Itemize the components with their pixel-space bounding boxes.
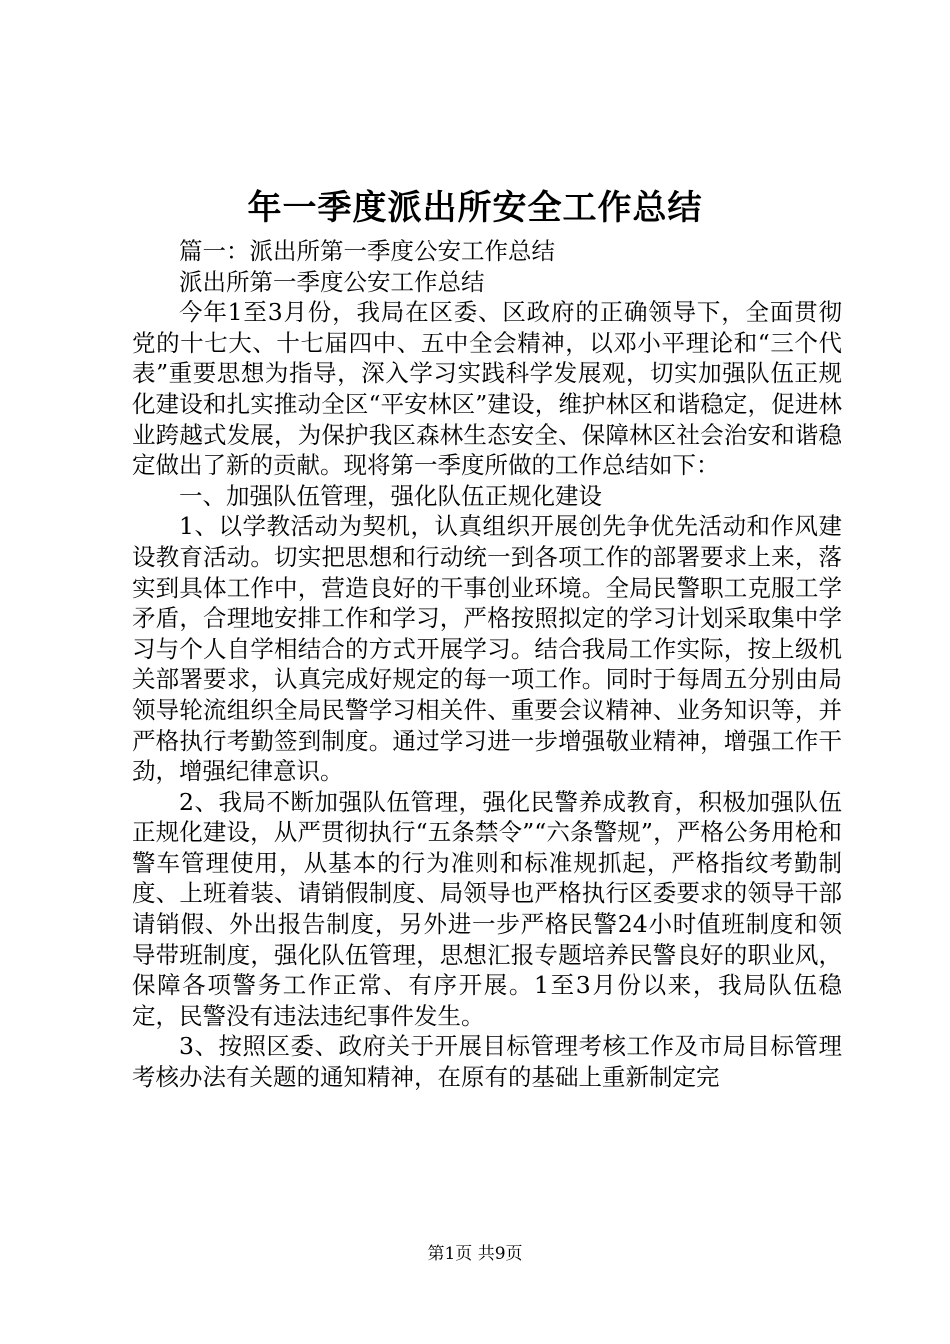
body-paragraph-2: 2、我局不断加强队伍管理，强化民警养成教育，积极加强队伍正规化建设，从严贯彻执行“五条禁令”“六条警规”，严格公务用枪和警车管理使用，从基本的行为准则和标准规抓起，严格指纹考勤制度、上班着装、请销假制度、局领导也严格执行区委要求的领导干部请销假、外出报告制度，另外进一步严格民警24小时值班制度和领导带班制度，强化队伍管理，思想汇报专题培养民警良好的职业风，保障各项警务工作正常、有序开展。1至3月份以来，我局队伍稳定，民警没有违法违纪事件发生。 xyxy=(132,787,842,1030)
intro-paragraph: 今年1至3月份，我局在区委、区政府的正确领导下，全面贯彻党的十七大、十七届四中、五中全会精神，以邓小平理论和“三个代表”重要思想为指导，深入学习实践科学发展观，切实加强队伍正规化建设和扎实推动全区“平安林区”建设，维护林区和谐稳定，促进林业跨越式发展，为保护我区森林生态安全、保障林区社会治安和谐稳定做出了新的贡献。现将第一季度所做的工作总结如下： xyxy=(132,298,842,480)
body-paragraph-1: 1、以学教活动为契机，认真组织开展创先争优先活动和作风建设教育活动。切实把思想和行动统一到各项工作的部署要求上来，落实到具体工作中，营造良好的干事创业环境。全局民警职工克服工学矛盾，合理地安排工作和学习，严格按照拟定的学习计划采取集中学习与个人自学相结合的方式开展学习。结合我局工作实际，按上级机关部署要求，认真完成好规定的每一项工作。同时于每周五分别由局领导轮流组织全局民警学习相关件、重要会议精神、业务知识等，并严格执行考勤签到制度。通过学习进一步增强敬业精神，增强工作干劲，增强纪律意识。 xyxy=(132,512,842,786)
section-heading-part-one: 篇一：派出所第一季度公安工作总结 xyxy=(179,237,555,265)
document-body xyxy=(132,236,842,1093)
subtitle-paragraph: 派出所第一季度公安工作总结 xyxy=(179,267,485,296)
page-number-footer: 第1页 共9页 xyxy=(427,1244,523,1264)
document-title: 年一季度派出所安全工作总结 xyxy=(247,188,703,228)
body-paragraph-3: 3、按照区委、政府关于开展目标管理考核工作及市局目标管理考核办法有关题的通知精神，在原有的基础上重新制定完 xyxy=(132,1032,842,1092)
section-heading-one: 一、加强队伍管理，强化队伍正规化建设 xyxy=(179,481,602,510)
